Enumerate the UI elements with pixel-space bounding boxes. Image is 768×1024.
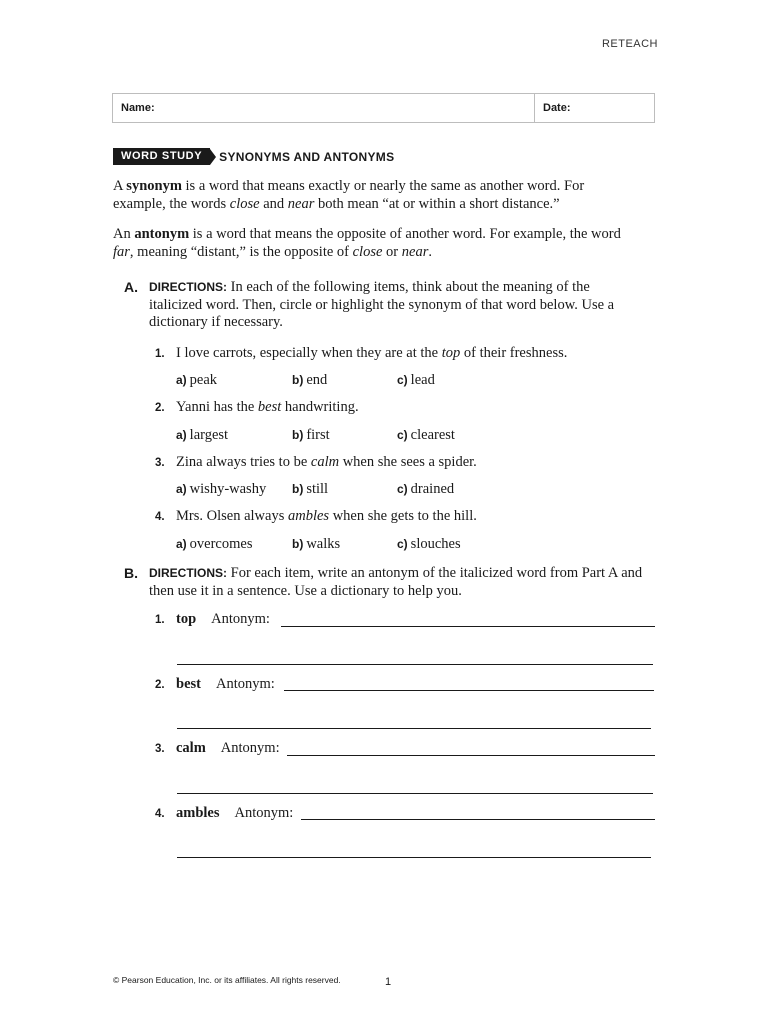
item-word: calm — [176, 740, 206, 756]
choice-b[interactable]: b) walks — [292, 536, 341, 552]
choice-b[interactable]: b) still — [292, 481, 329, 497]
choice-a[interactable]: a) wishy-washy — [176, 481, 267, 497]
antonym-label: Antonym: — [215, 676, 275, 692]
antonym-term: antonym — [134, 226, 190, 242]
antonym-label: Antonym: — [211, 611, 270, 627]
synonym-term: synonym — [126, 178, 182, 194]
antonym-answer-line[interactable] — [284, 690, 654, 691]
item-word: ambles — [176, 805, 220, 821]
antonym-label: Antonym: — [234, 805, 294, 821]
date-label: Date: — [543, 102, 571, 114]
sentence-answer-line[interactable] — [177, 664, 653, 665]
choice-a[interactable]: a) overcomes — [176, 536, 253, 552]
question-text: Yanni has the best handwriting. — [176, 399, 359, 415]
page-title: SYNONYMS AND ANTONYMS — [219, 149, 395, 164]
choice-c[interactable]: c) clearest — [397, 427, 455, 443]
synonym-definition: A synonym is a word that means exactly or nearly the same as another word. For example, the words close and near both mean “at or within a short distance.” — [113, 178, 585, 212]
name-date-box — [112, 93, 655, 123]
item-word-row — [176, 740, 280, 757]
date-field[interactable] — [535, 94, 571, 122]
item-number: 2. — [155, 679, 165, 691]
choice-b[interactable]: b) first — [292, 427, 330, 443]
antonym-answer-line[interactable] — [287, 755, 655, 756]
item-word: best — [176, 676, 201, 692]
word-study-tag: WORD STUDY — [113, 148, 210, 165]
item-word-row — [176, 676, 275, 693]
item-word: top — [176, 611, 197, 627]
question-number: 2. — [155, 402, 165, 414]
item-number: 4. — [155, 808, 165, 820]
sentence-answer-line[interactable] — [177, 857, 651, 858]
choice-a[interactable]: a) peak — [176, 372, 218, 388]
page-number: 1 — [385, 976, 392, 988]
part-a-directions: DIRECTIONS: In each of the following items, think about the meaning of the italicized word. Then, circle or highlight the synonym of that word below. Use a dictionary if necessary. — [149, 279, 615, 330]
choice-c[interactable]: c) slouches — [397, 536, 461, 552]
question-text: Zina always tries to be calm when she sees a spider. — [176, 454, 477, 470]
copyright-notice: © Pearson Education, Inc. or its affiliates. All rights reserved. — [113, 975, 341, 985]
question-number: 4. — [155, 511, 165, 523]
question-number: 1. — [155, 348, 165, 360]
item-word-row — [176, 611, 270, 628]
question-number: 3. — [155, 457, 165, 469]
item-number: 1. — [155, 614, 165, 626]
choice-c[interactable]: c) drained — [397, 481, 455, 497]
part-a-letter: A. — [124, 279, 138, 295]
section-heading — [113, 148, 394, 165]
part-b-letter: B. — [124, 565, 138, 581]
choice-b[interactable]: b) end — [292, 372, 328, 388]
antonym-answer-line[interactable] — [281, 626, 655, 627]
antonym-answer-line[interactable] — [301, 819, 655, 820]
question-text: Mrs. Olsen always ambles when she gets to the hill. — [176, 508, 477, 524]
reteach-label: RETEACH — [601, 38, 658, 50]
tag-arrow-icon — [210, 149, 216, 165]
part-b-directions: DIRECTIONS: For each item, write an antonym of the italicized word from Part A and then use it in a sentence. Use a dictionary to help you. — [149, 565, 643, 599]
name-field[interactable] — [113, 94, 535, 122]
item-number: 3. — [155, 743, 165, 755]
antonym-definition: An antonym is a word that means the opposite of another word. For example, the word far, meaning “distant,” is the opposite of close or near. — [113, 226, 621, 260]
antonym-label: Antonym: — [220, 740, 280, 756]
sentence-answer-line[interactable] — [177, 793, 653, 794]
choice-a[interactable]: a) largest — [176, 427, 229, 443]
item-word-row — [176, 805, 293, 822]
sentence-answer-line[interactable] — [177, 728, 651, 729]
question-text: I love carrots, especially when they are at the top of their freshness. — [176, 345, 568, 361]
name-label: Name: — [121, 102, 155, 114]
choice-c[interactable]: c) lead — [397, 372, 435, 388]
